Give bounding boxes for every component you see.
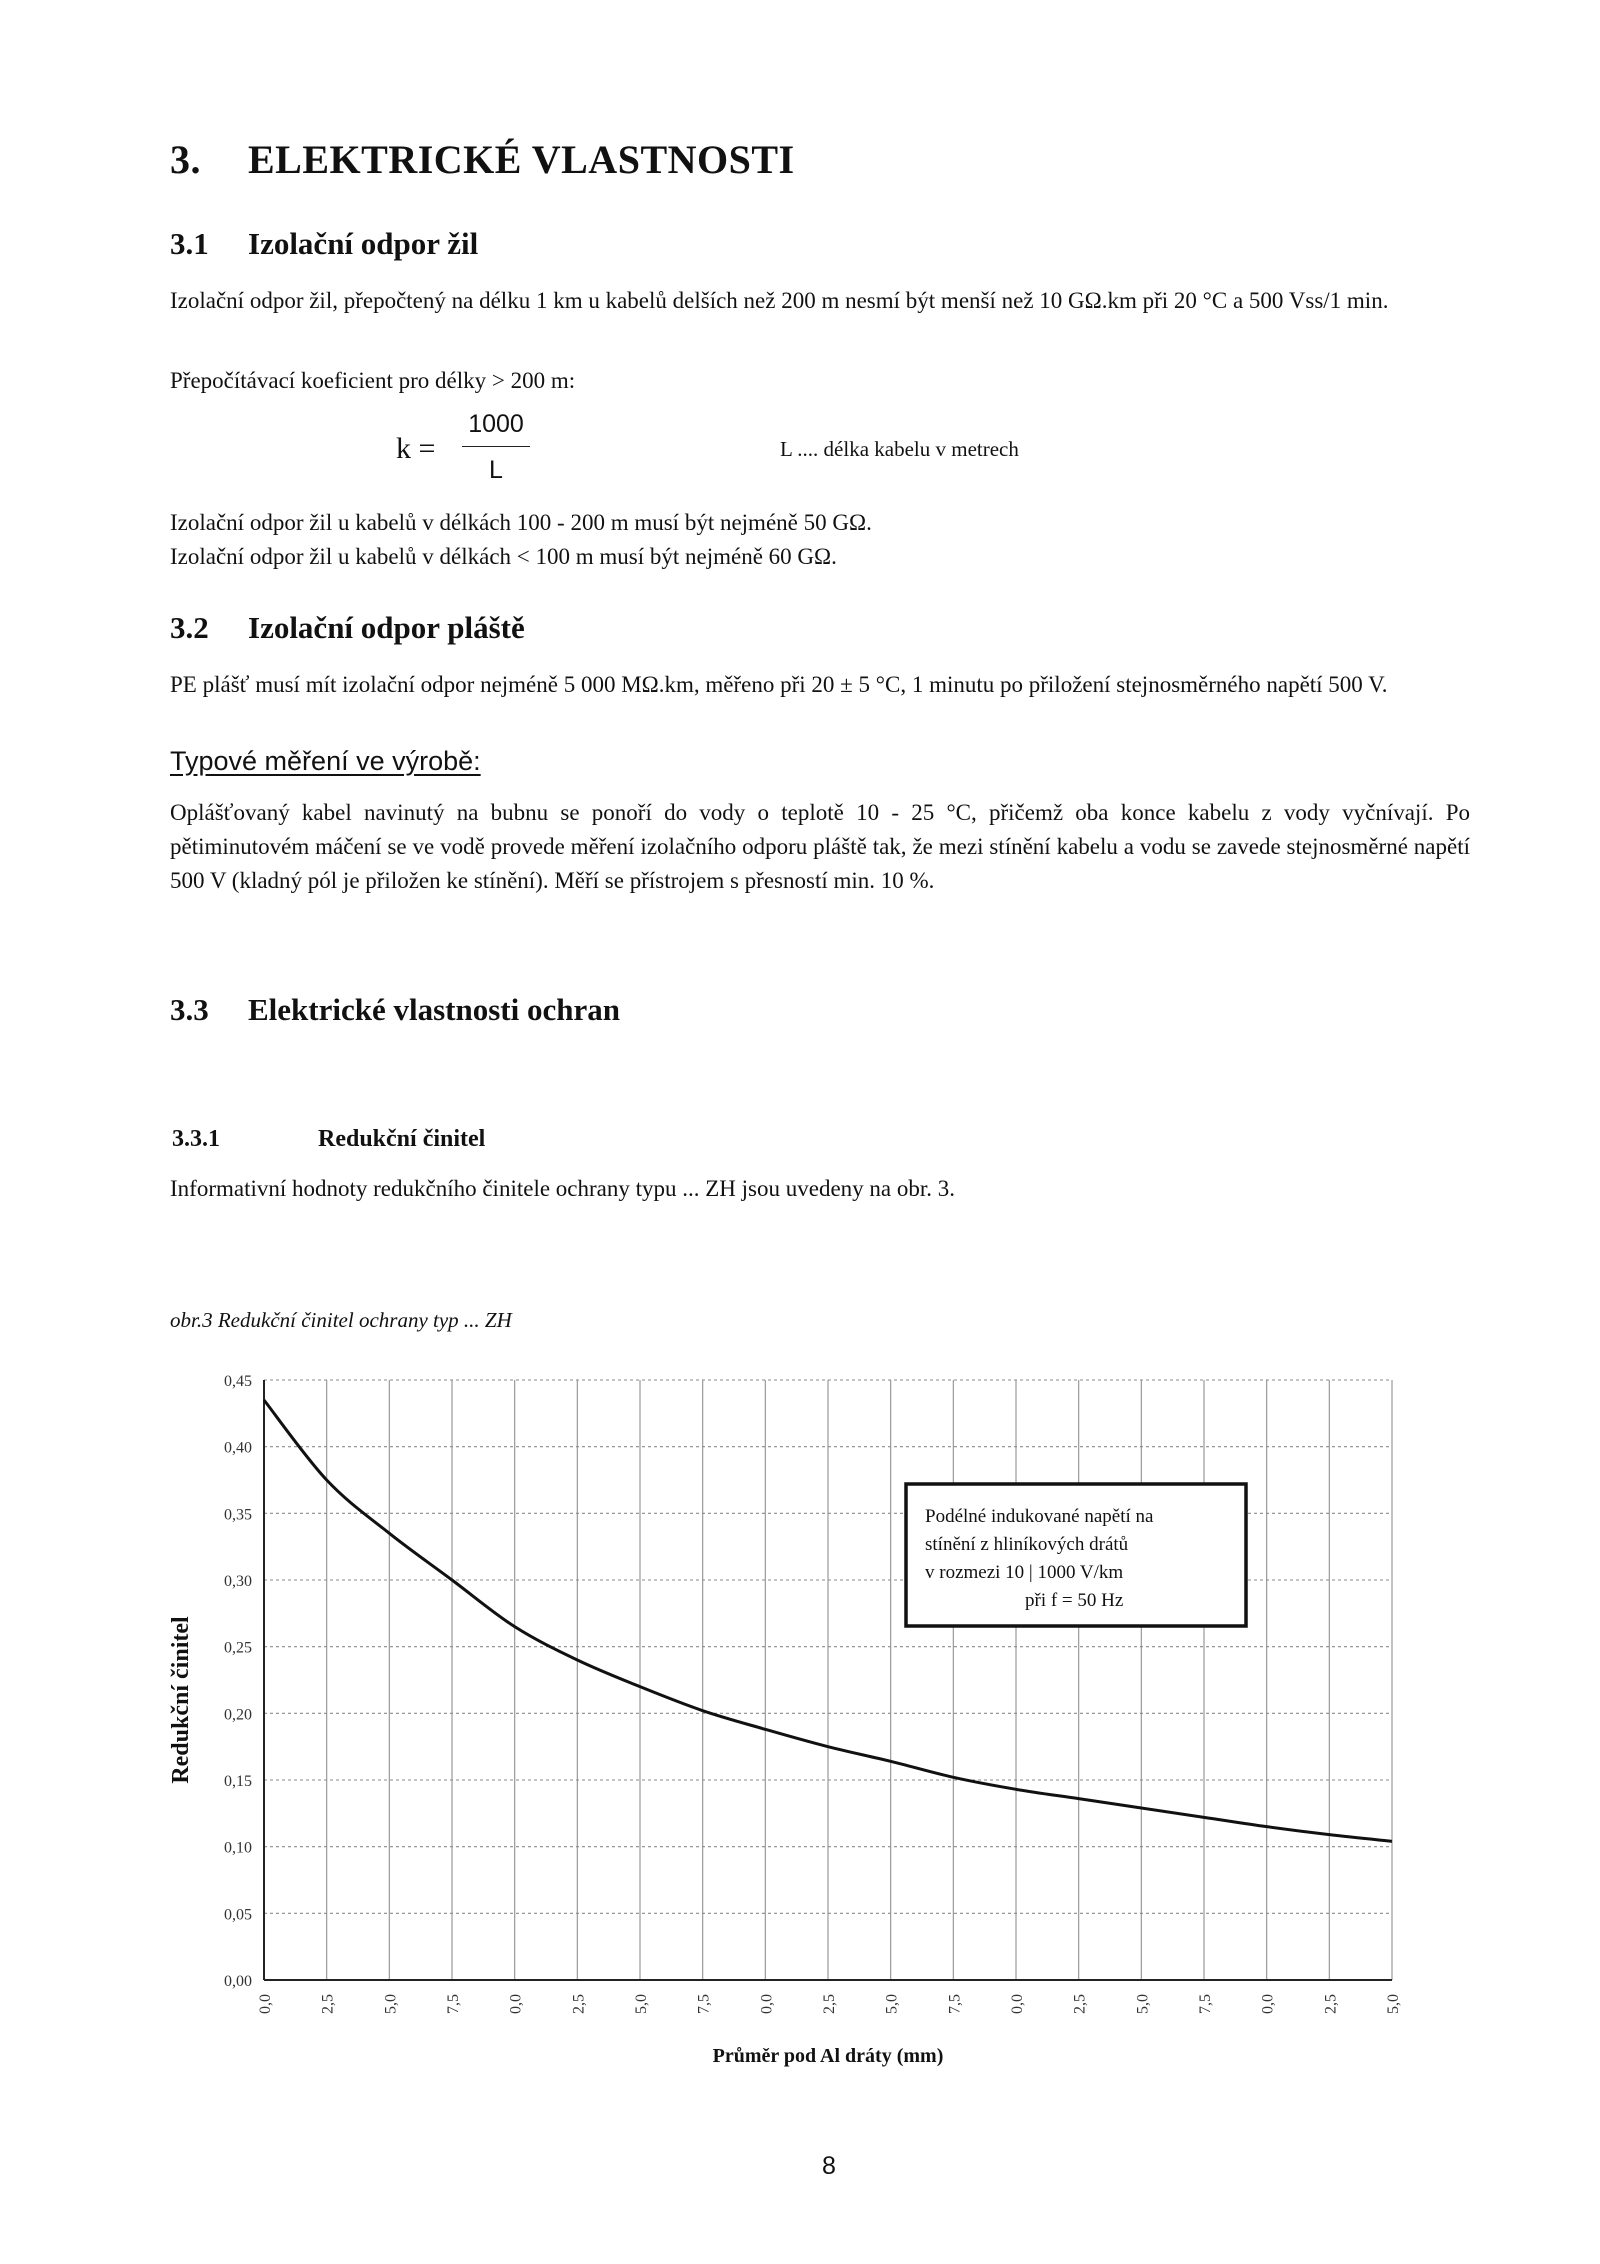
x-tick-label: 2,5 — [319, 1994, 337, 2014]
figure-caption: obr.3 Redukční činitel ochrany typ ... ZH — [170, 1308, 512, 1332]
subsection-title: Elektrické vlastnosti ochran — [248, 992, 620, 1027]
x-tick-label: 7,5 — [946, 1994, 964, 2014]
x-tick-label: 2,5 — [1071, 1994, 1089, 2014]
x-tick-label: 0,0 — [507, 1994, 525, 2014]
x-tick-label: 0,0 — [1259, 1994, 1277, 2014]
paragraph-length-100-200: Izolační odpor žil u kabelů v délkách 100 - 200 m musí být nejméně 50 GΩ. — [170, 510, 872, 535]
y-tick-label: 0,30 — [224, 1573, 252, 1590]
paragraph-insulation: Izolační odpor žil, přepočtený na délku 1 km u kabelů delších než 200 m nesmí být menší než 10 GΩ.km při 20 °C a 500 Vss/1 min. — [170, 288, 1389, 313]
paragraph-length-under-100: Izolační odpor žil u kabelů v délkách < 100 m musí být nejméně 60 GΩ. — [170, 544, 837, 569]
subsection-title: Izolační odpor pláště — [248, 610, 525, 645]
annotation-line: v rozmezi 10 | 1000 V/km — [925, 1562, 1124, 1583]
subsubsection-title: Redukční činitel — [318, 1126, 486, 1152]
paragraph-sheath-resistance: PE plášť musí mít izolační odpor nejméně 5 000 MΩ.km, měřeno při 20 ± 5 °C, 1 minutu po přiložení stejnosměrného napětí 500 V. — [170, 672, 1388, 697]
y-tick-label: 0,35 — [224, 1506, 252, 1524]
y-tick-label: 0,15 — [224, 1773, 252, 1790]
formula-denominator: L — [489, 456, 503, 484]
x-tick-label: 5,0 — [1385, 1994, 1402, 2014]
x-tick-label: 5,0 — [633, 1994, 650, 2014]
x-tick-label: 7,5 — [695, 1994, 713, 2014]
paragraph-reduction-factor: Informativní hodnoty redukčního činitele ochrany typu ... ZH jsou uvedeny na obr. 3. — [170, 1176, 956, 1201]
x-tick-label: 2,5 — [821, 1994, 838, 2014]
paragraph-coefficient-intro: Přepočítávací koeficient pro délky > 200 m: — [170, 368, 576, 393]
x-tick-label: 0,0 — [1009, 1994, 1026, 2014]
x-tick-label: 0,0 — [257, 1994, 274, 2014]
chart-grid — [264, 1380, 1392, 1980]
x-tick-label: 0,0 — [758, 1994, 776, 2014]
y-tick-label: 0,25 — [224, 1639, 252, 1657]
section-title: ELEKTRICKÉ VLASTNOSTI — [248, 137, 795, 182]
y-axis-title: Redukční činitel — [168, 1616, 194, 1784]
x-axis-title: Průměr pod Al dráty (mm) — [712, 2045, 944, 2067]
subsection-title: Izolační odpor žil — [248, 226, 479, 261]
y-tick-label: 0,40 — [224, 1439, 252, 1457]
formula-note: L .... délka kabelu v metrech — [780, 437, 1019, 461]
chart-labels — [168, 1373, 1402, 2067]
x-tick-label: 5,0 — [883, 1994, 901, 2014]
y-tick-label: 0,20 — [224, 1706, 252, 1724]
y-tick-label: 0,45 — [224, 1373, 252, 1390]
section-number: 3. — [170, 137, 201, 182]
x-tick-label: 5,0 — [1134, 1994, 1152, 2014]
x-tick-label: 7,5 — [445, 1994, 462, 2014]
paragraph-type-test: Oplášťovaný kabel navinutý na bubnu se ponoří do vody o teplotě 10 - 25 °C, přičemž oba konce kabelu z vody vyčnívají. Po pětiminutovém máčení se ve vodě provede měření izolačního odporu pláště tak, že mezi stínění kabelu a vodu se zavede stejnosměrné napětí 500 V (kladný pól je přiložen ke stínění). Měří se přístrojem s přesností min. 10 %. — [170, 800, 1470, 893]
x-tick-label: 2,5 — [1322, 1994, 1340, 2014]
subsubsection-number: 3.3.1 — [172, 1126, 220, 1152]
y-tick-label: 0,00 — [224, 1973, 252, 1990]
y-tick-label: 0,10 — [224, 1839, 252, 1857]
y-tick-label: 0,05 — [224, 1906, 252, 1924]
x-tick-label: 5,0 — [382, 1994, 400, 2014]
subsection-number: 3.1 — [170, 226, 209, 261]
subsection-number: 3.3 — [170, 992, 209, 1027]
annotation-line: při f = 50 Hz — [1025, 1590, 1124, 1611]
type-test-heading: Typové měření ve výrobě: — [170, 746, 481, 776]
x-tick-label: 7,5 — [1197, 1994, 1214, 2014]
subsection-number: 3.2 — [170, 610, 209, 645]
annotation-line: stínění z hliníkových drátů — [925, 1534, 1129, 1555]
annotation-line: Podélné indukované napětí na — [925, 1506, 1154, 1527]
formula-numerator: 1000 — [468, 410, 524, 438]
formula-lhs: k = — [396, 432, 436, 465]
page-number: 8 — [822, 2152, 836, 2180]
x-tick-label: 2,5 — [570, 1994, 588, 2014]
